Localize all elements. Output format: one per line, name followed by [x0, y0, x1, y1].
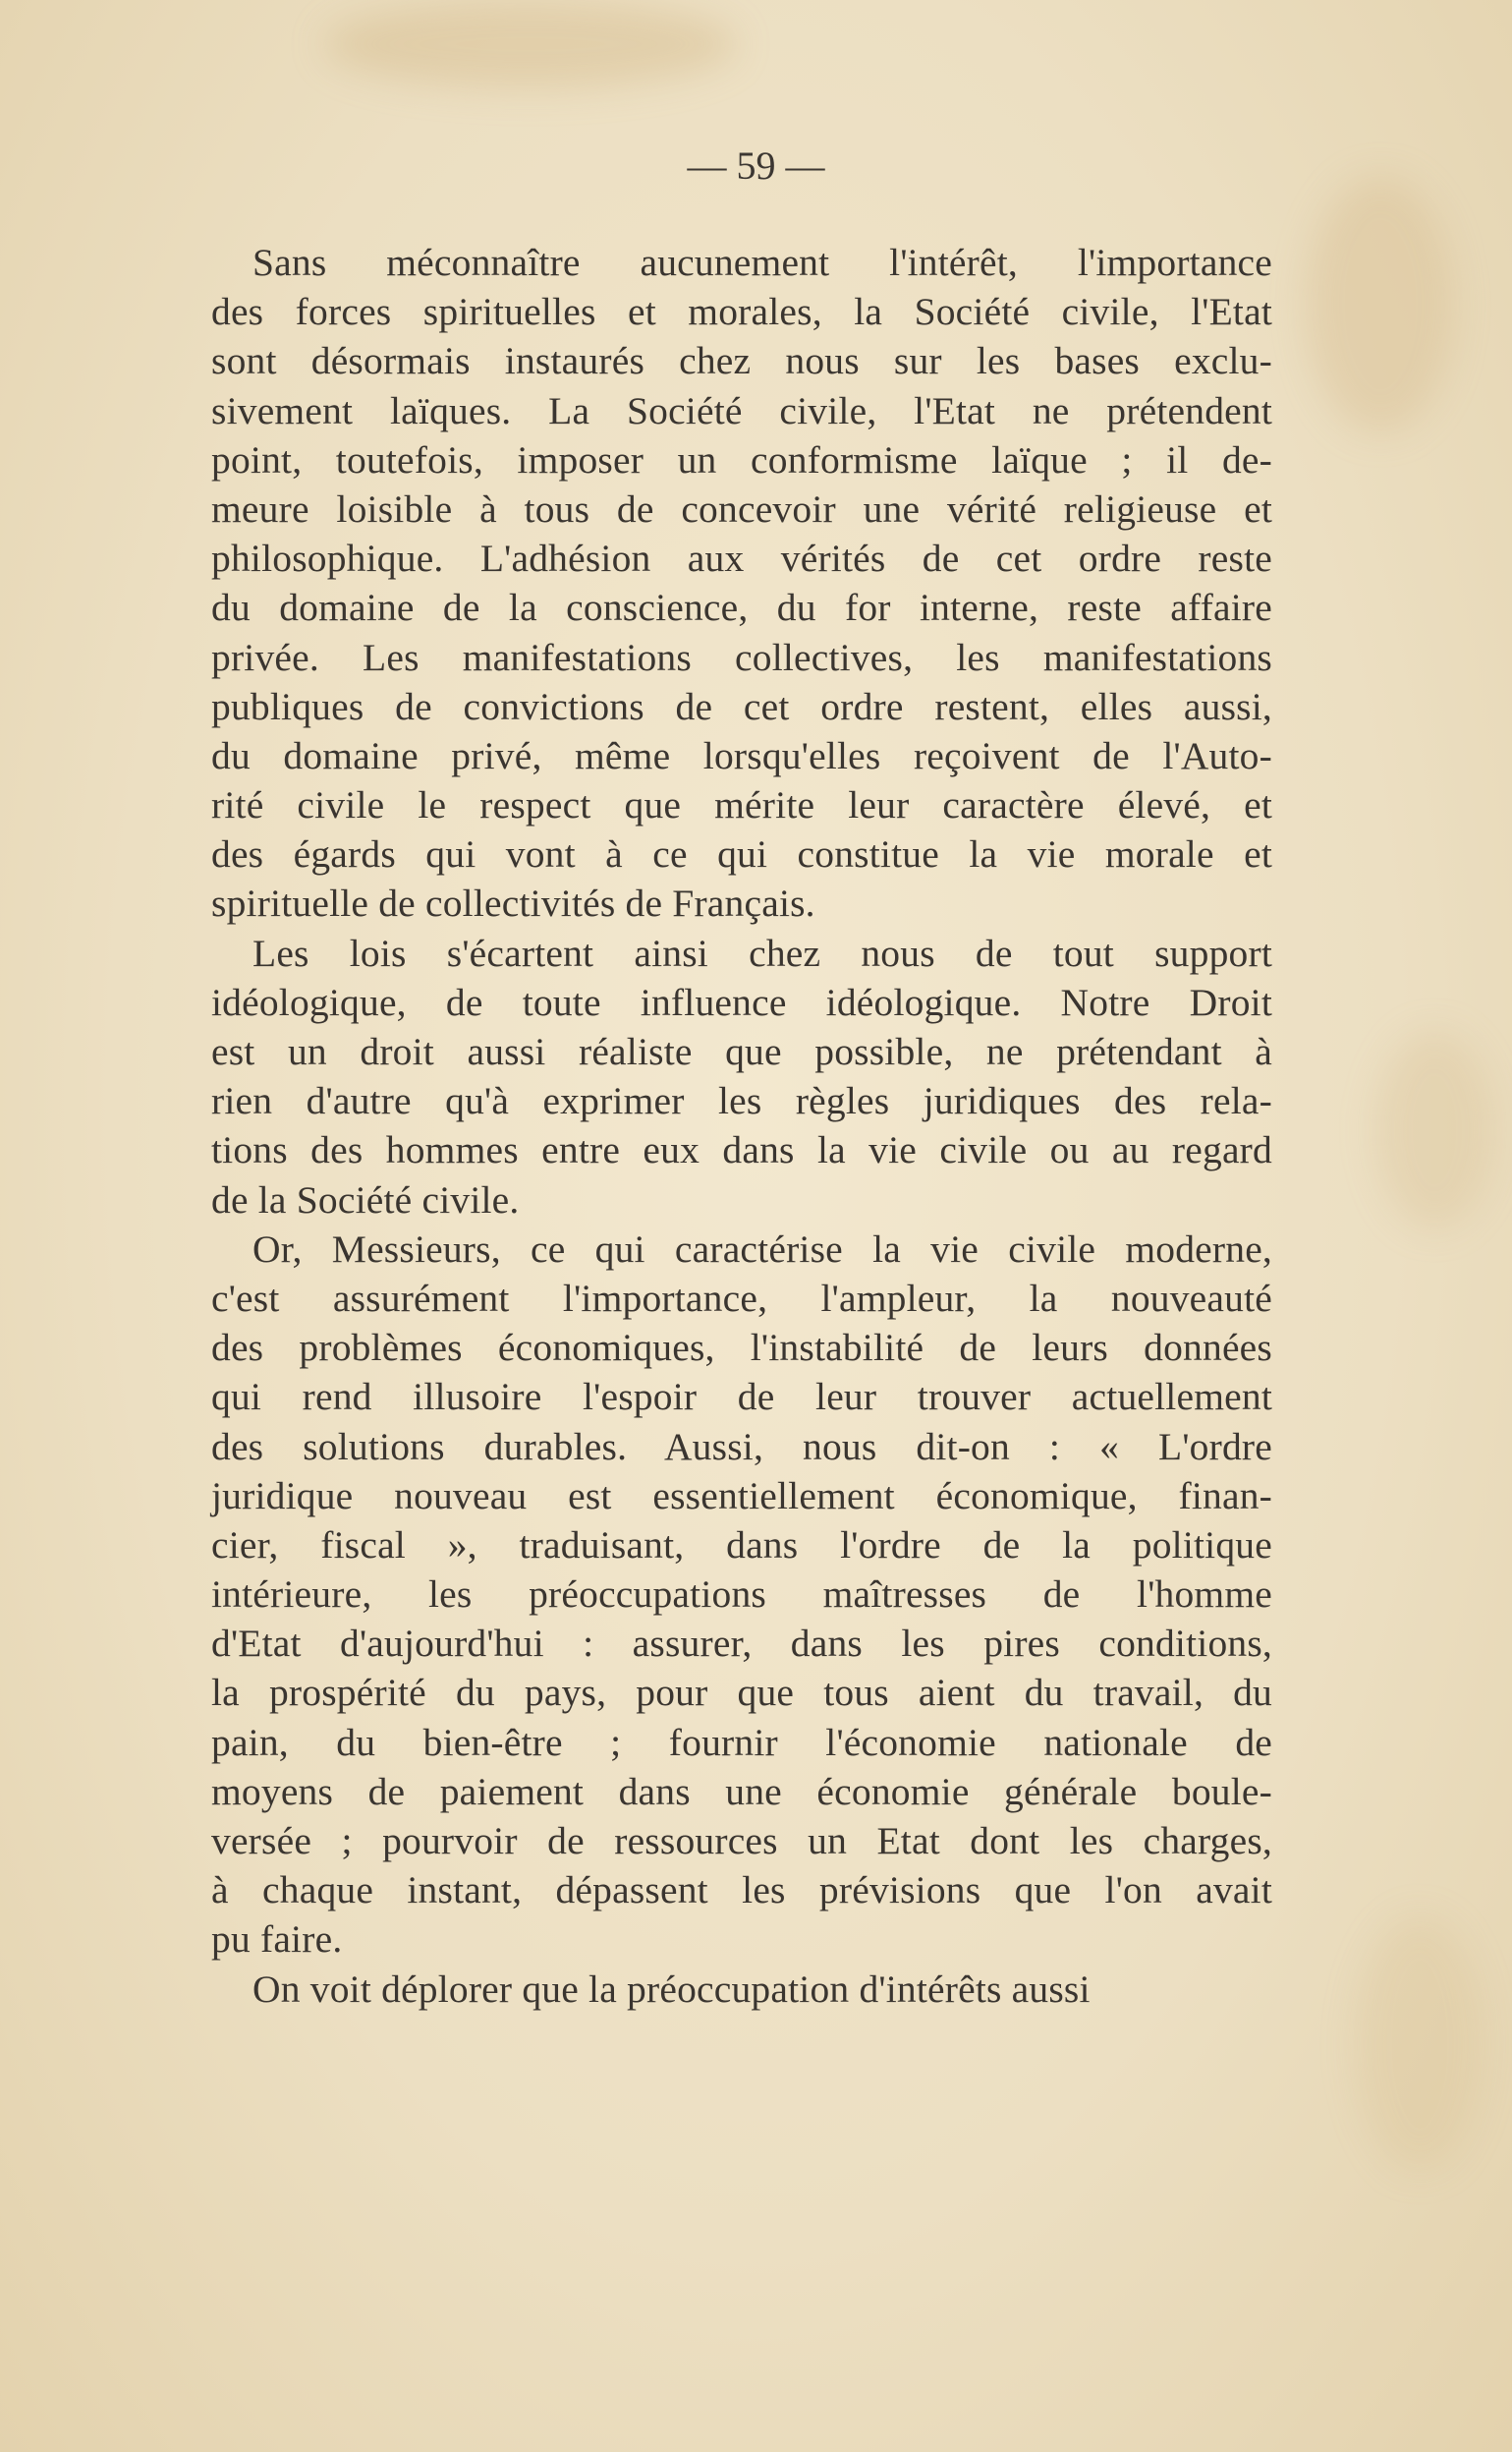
text-line: sivement laïques. La Société civile, l'Etat ne prétendent	[211, 388, 1272, 432]
text-line: Sans méconnaître aucunement l'intérêt, l'importance	[252, 241, 1272, 284]
text-line: cier, fiscal », traduisant, dans l'ordre de la politique	[211, 1522, 1272, 1567]
text-line: idéologique, de toute influence idéologique. Notre Droit	[211, 980, 1272, 1024]
text-line: Or, Messieurs, ce qui caractérise la vie civile moderne,	[252, 1226, 1272, 1271]
text-line: intérieure, les préoccupations maîtresses de l'homme	[211, 1572, 1272, 1617]
text-line: juridique nouveau est essentiellement économique, finan-	[211, 1473, 1272, 1517]
body-text	[211, 238, 1272, 2014]
text-line: d'Etat d'aujourd'hui : assurer, dans les pires conditions,	[211, 1622, 1272, 1666]
paper-stain	[1307, 177, 1454, 432]
paragraph	[211, 1965, 1272, 2014]
text-line: rité civile le respect que mérite leur caractère élevé, et	[211, 783, 1272, 827]
text-line: meure loisible à tous de concevoir une vérité religieuse et	[211, 486, 1272, 531]
text-line: des égards qui vont à ce qui constitue la vie morale et	[211, 832, 1272, 877]
text-line: des solutions durables. Aussi, nous dit-on : « L'ordre	[211, 1424, 1272, 1468]
text-line: la prospérité du pays, pour que tous aient du travail, du	[211, 1671, 1272, 1715]
text-line: de la Société civile.	[211, 1177, 520, 1222]
paragraph	[211, 238, 1272, 929]
paper-stain	[1375, 1032, 1493, 1228]
text-line: point, toutefois, imposer un conformisme laïque ; il de-	[211, 437, 1272, 482]
text-line: est un droit aussi réaliste que possible, ne prétendant à	[211, 1030, 1272, 1073]
page-number: — 59 —	[687, 143, 825, 188]
text-line: du domaine de la conscience, du for interne, reste affaire	[211, 586, 1272, 630]
text-line: On voit déplorer que la préoccupation d'intérêts aussi	[252, 1967, 1091, 2011]
text-line: c'est assurément l'importance, l'ampleur, la nouveauté	[211, 1276, 1272, 1320]
paragraph	[211, 929, 1272, 1225]
text-line: des problèmes économiques, l'instabilité de leurs données	[211, 1326, 1272, 1370]
text-line: sont désormais instaurés chez nous sur les bases exclu-	[211, 339, 1272, 383]
text-line: privée. Les manifestations collectives, les manifestations	[211, 635, 1272, 679]
text-line: des forces spirituelles et morales, la Société civile, l'Etat	[211, 290, 1272, 334]
text-line: publiques de convictions de cet ordre restent, elles aussi,	[211, 684, 1272, 728]
paper-stain	[1356, 1916, 1484, 2172]
text-line: pu faire.	[211, 1917, 343, 1962]
text-line: pain, du bien-être ; fournir l'économie nationale de	[211, 1720, 1272, 1764]
text-line: tions des hommes entre eux dans la vie civile ou au regard	[211, 1128, 1272, 1172]
text-line: philosophique. L'adhésion aux vérités de cet ordre reste	[211, 537, 1272, 581]
text-line: du domaine privé, même lorsqu'elles reçoivent de l'Auto-	[211, 733, 1272, 777]
text-line: à chaque instant, dépassent les prévisions que l'on avait	[211, 1868, 1272, 1912]
paragraph	[211, 1225, 1272, 1965]
text-line: rien d'autre qu'à exprimer les règles juridiques des rela-	[211, 1079, 1272, 1123]
text-line: moyens de paiement dans une économie générale boule-	[211, 1769, 1272, 1813]
text-line: qui rend illusoire l'espoir de leur trouver actuellement	[211, 1375, 1272, 1419]
text-line: Les lois s'écartent ainsi chez nous de tout support	[252, 931, 1272, 975]
text-line: spirituelle de collectivités de Français.	[211, 882, 815, 926]
text-line: versée ; pourvoir de ressources un Etat dont les charges,	[211, 1819, 1272, 1862]
paper-stain	[324, 0, 737, 88]
